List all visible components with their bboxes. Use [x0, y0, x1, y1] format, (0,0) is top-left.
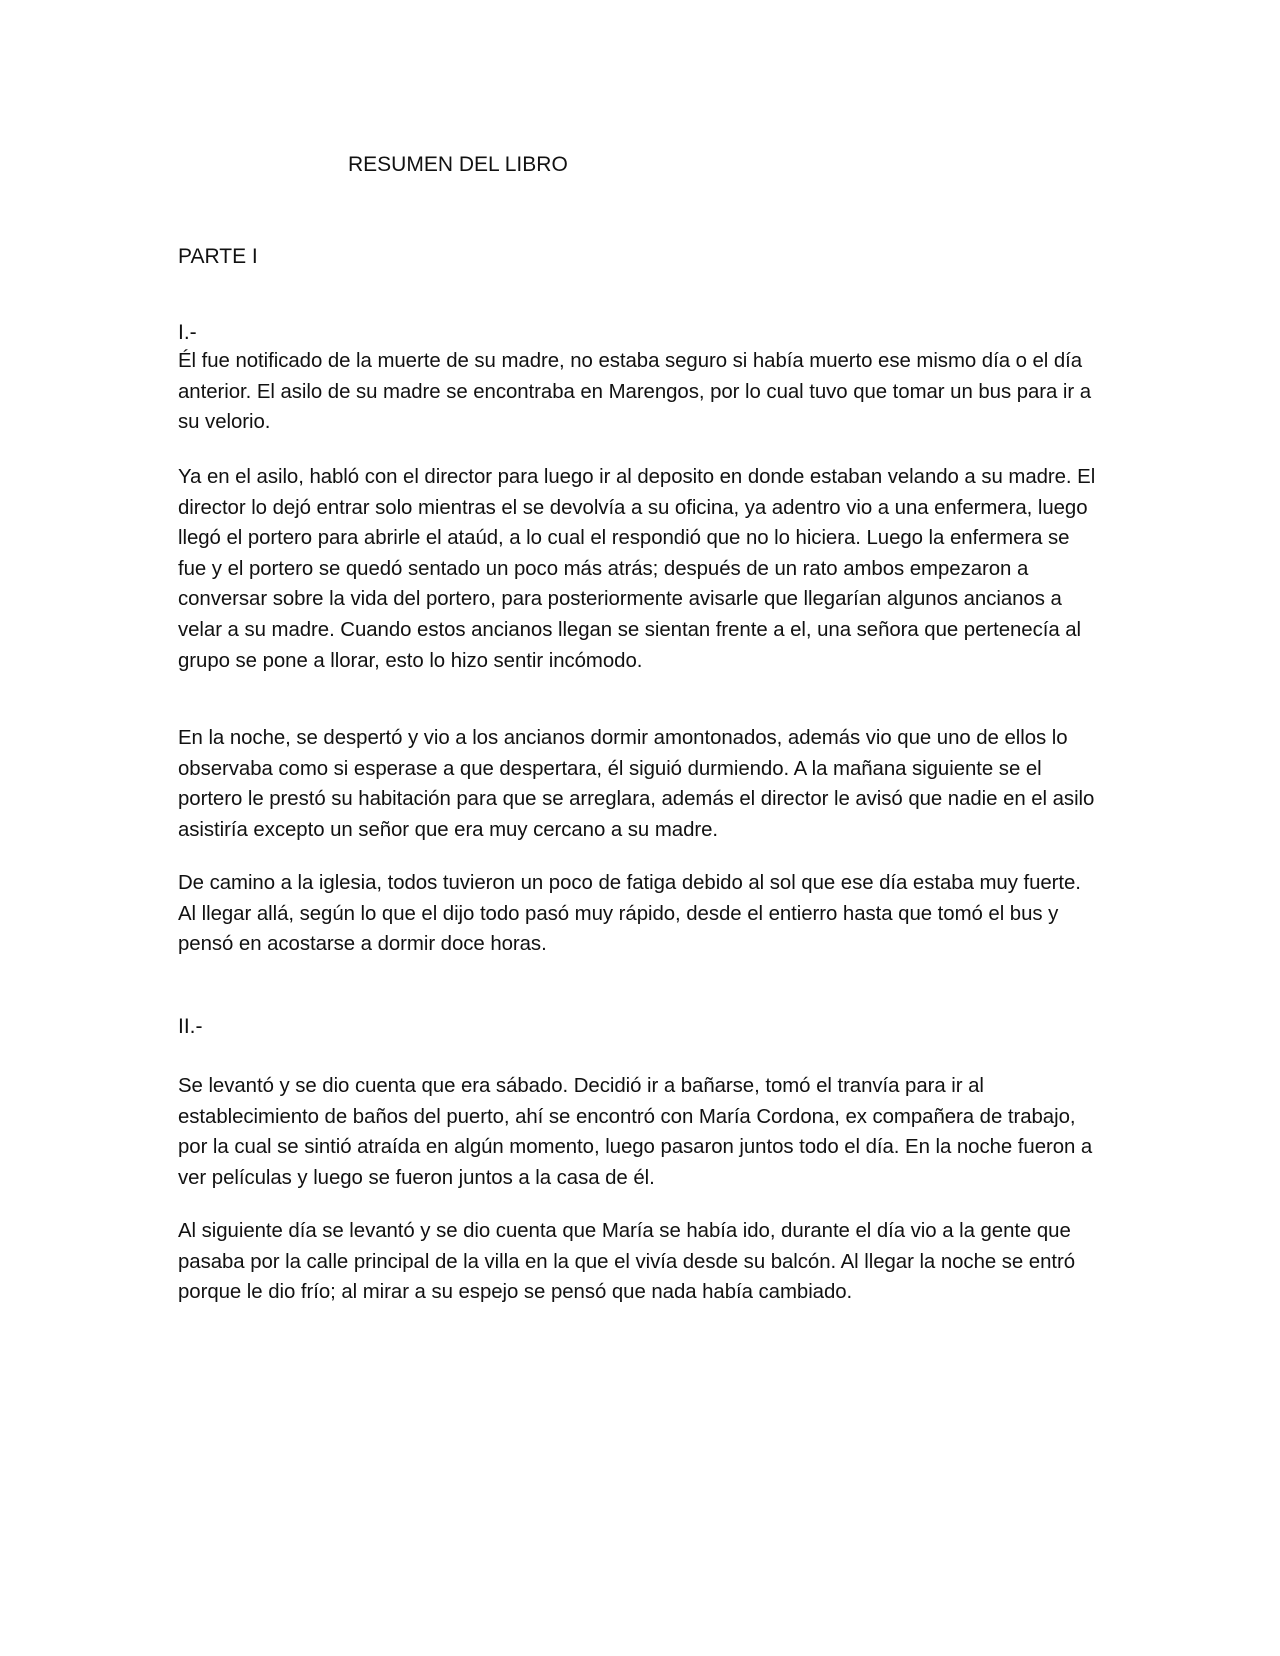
section-1-paragraph-2: Ya en el asilo, habló con el director para luego ir al deposito en donde estaban velando a su madre. El director lo dejó entrar solo mientras el se devolvía a su oficina, ya adentro vio a una enfermera, luego llegó el portero para abrirle el ataúd, a lo cual el respondió que no lo hiciera. Luego la enfermera se fue y el portero se quedó sentado un poco más atrás; después de un rato ambos empezaron a conversar sobre la vida del portero, para posteriormente avisarle que llegarían algunos ancianos a velar a su madre. Cuando estos ancianos llegan se sientan frente a el, una señora que pertenecía al grupo se pone a llorar, esto lo hizo sentir incómodo. [178, 466, 1096, 672]
section-1-paragraph-1: Él fue notificado de la muerte de su madre, no estaba seguro si había muerto ese mismo día o el día anterior. El asilo de su madre se encontraba en Marengos, por lo cual tuvo que tomar un bus para ir a su velorio. [178, 350, 1092, 434]
document-title: RESUMEN DEL LIBRO [348, 153, 568, 176]
section-1-paragraph-4: De camino a la iglesia, todos tuvieron un poco de fatiga debido al sol que ese día estaba muy fuerte. Al llegar allá, según lo que el dijo todo pasó muy rápido, desde el entierro hasta que tomó el bus y pensó en acostarse a dormir doce horas. [178, 872, 1081, 956]
section-1-paragraph-3: En la noche, se despertó y vio a los ancianos dormir amontonados, además vio que uno de ellos lo observaba como si esperase a que despertara, él siguió durmiendo. A la mañana siguiente se el portero le prestó su habitación para que se arreglara, además el director le avisó que nadie en el asilo asistiría excepto un señor que era muy cercano a su madre. [178, 727, 1095, 841]
section-2-label: II.- [178, 1015, 203, 1038]
part-heading: PARTE I [178, 245, 258, 268]
section-2-paragraph-1: Se levantó y se dio cuenta que era sábado. Decidió ir a bañarse, tomó el tranvía para ir al establecimiento de baños del puerto, ahí se encontró con María Cordona, ex compañera de trabajo, por la cual se sintió atraída en algún momento, luego pasaron juntos todo el día. En la noche fueron a ver películas y luego se fueron juntos a la casa de él. [178, 1075, 1093, 1189]
section-1-label: I.- [178, 321, 197, 344]
section-2-paragraph-2: Al siguiente día se levantó y se dio cuenta que María se había ido, durante el día vio a la gente que pasaba por la calle principal de la villa en la que el vivía desde su balcón. Al llegar la noche se entró porque le dio frío; al mirar a su espejo se pensó que nada había cambiado. [178, 1220, 1076, 1304]
